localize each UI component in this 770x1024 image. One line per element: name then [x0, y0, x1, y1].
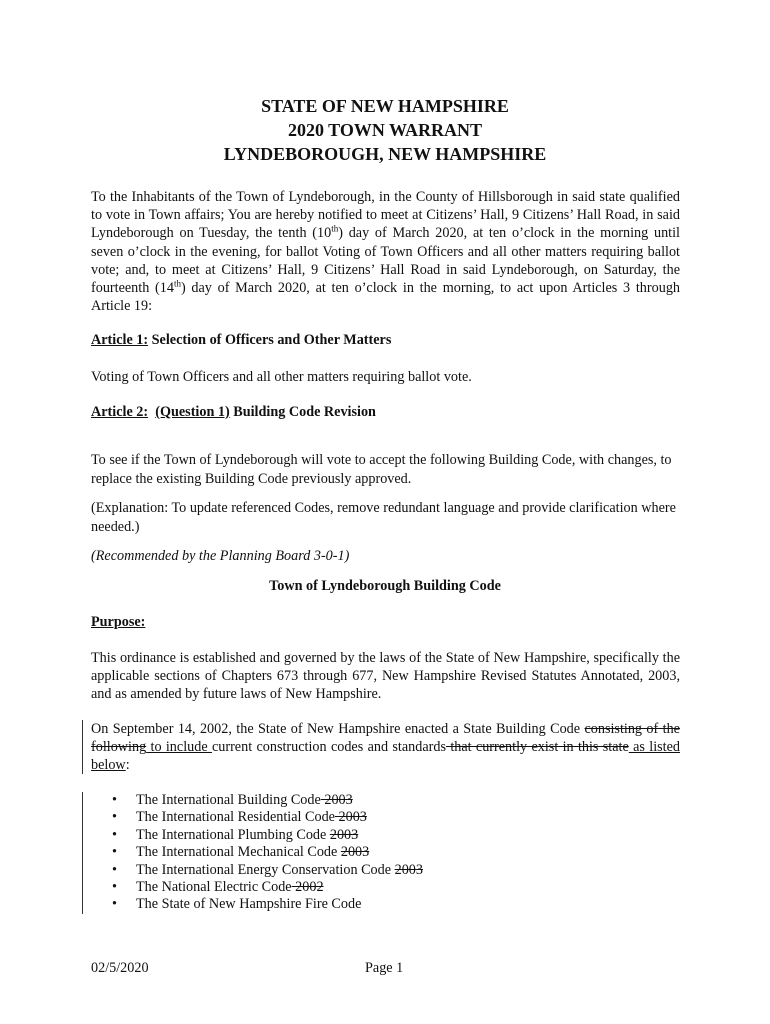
enacted-inserted-1: to include: [146, 739, 212, 756]
title-line-state: STATE OF NEW HAMPSHIRE: [261, 96, 509, 116]
intro-sup-2: th: [173, 278, 181, 289]
article1-heading: [91, 332, 391, 349]
intro-sup-1: th: [331, 223, 339, 234]
page-number: Page 1: [365, 960, 404, 976]
enacted-text-1: On September 14, 2002, the State of New Hampshire enacted a State Building Code: [91, 721, 585, 737]
code-name: The International Building Code: [136, 792, 321, 808]
intro-text-2: ) day of March 2020, at ten o’clock in the morning until seven o’clock in the evening, for ballot Voting of Town Officers and all other matters requiring ballot vote; and, to meet at Citizens’ Hall, 9 Citizens’ Hall Road in said Lyndeborough, on Saturday, the fourteenth (14: [91, 225, 680, 297]
list-item: [112, 896, 423, 913]
purpose-heading: Purpose:: [91, 614, 146, 630]
code-name: The National Electric Code: [136, 879, 292, 896]
footer-date: 02/5/2020: [91, 960, 149, 976]
enacted-text-2: current construction codes and standards: [211, 739, 446, 756]
article2-body: To see if the Town of Lyndeborough will vote to accept the following Building Code, with changes, to replace the existing Building Code previously approved.: [91, 452, 672, 487]
code-year-deleted: 2003: [394, 861, 423, 878]
article2-recommendation: (Recommended by the Planning Board 3-0-1): [91, 548, 350, 564]
enacted-deleted-1: consisting of the following: [91, 721, 680, 756]
purpose-body: This ordinance is established and governed by the laws of the State of New Hampshire, specifically the applicable sections of Chapters 673 through 677, New Hampshire Revised Statutes Annotated, 2003, and as amended by future laws of New Hampshire.: [91, 650, 680, 703]
code-list: [112, 792, 423, 914]
enacted-paragraph: [91, 720, 680, 775]
code-year-deleted: 2003: [320, 792, 353, 808]
code-name: The International Mechanical Code: [136, 844, 341, 861]
list-item: [112, 844, 423, 861]
article2-heading: [91, 404, 376, 421]
change-bar-enacted: [82, 720, 83, 774]
list-item: [112, 809, 423, 826]
intro-paragraph: [91, 188, 680, 315]
code-year-deleted: 2002: [291, 879, 324, 896]
code-name: The State of New Hampshire Fire Code: [136, 896, 362, 913]
enacted-inserted-2: as listed: [628, 739, 681, 756]
title-line-town: LYNDEBOROUGH, NEW HAMPSHIRE: [223, 144, 547, 164]
list-item: [112, 862, 423, 879]
title-line-warrant: 2020 TOWN WARRANT: [287, 120, 483, 140]
article2-question: (Question 1): [155, 404, 230, 420]
code-year-deleted: 2003: [329, 826, 359, 843]
code-name: The International Residential Code: [136, 809, 335, 826]
article2-label: Article 2:: [91, 404, 149, 420]
intro-text-1: To the Inhabitants of the Town of Lyndeborough, in the County of Hillsborough in said state qualified to vote in Town affairs; You are hereby notified to meet at Citizens’ Hall, 9 Citizens’ Hall Road, in said Lyndeborough on Tuesday, the tenth (10: [91, 189, 680, 242]
article1-label: Article 1:: [91, 332, 149, 348]
change-bar-list: [82, 792, 83, 914]
article2-explanation: (Explanation: To update referenced Codes, remove redundant language and provide clarification where needed.): [91, 500, 676, 535]
list-item: [112, 792, 423, 809]
code-name: The International Plumbing Code: [136, 826, 330, 843]
code-year-deleted: 2003: [340, 844, 370, 861]
code-name: The International Energy Conservation Code: [136, 861, 395, 878]
article2-title: Building Code Revision: [229, 404, 376, 420]
enacted-inserted-3: below: [91, 757, 126, 774]
code-year-deleted: 2003: [334, 809, 367, 826]
enacted-deleted-2: that currently exist in this state: [445, 739, 629, 756]
list-item: [112, 879, 423, 896]
list-item: [112, 827, 423, 844]
enacted-text-3: :: [125, 757, 130, 774]
article1-body: Voting of Town Officers and all other matters requiring ballot vote.: [91, 369, 472, 385]
building-code-title: Town of Lyndeborough Building Code: [269, 578, 501, 594]
intro-text-3: ) day of March 2020, at ten o’clock in the morning, to act upon Articles 3 through Article 19:: [91, 280, 681, 315]
document-title: [0, 94, 770, 166]
article1-title: Selection of Officers and Other Matters: [148, 332, 392, 348]
